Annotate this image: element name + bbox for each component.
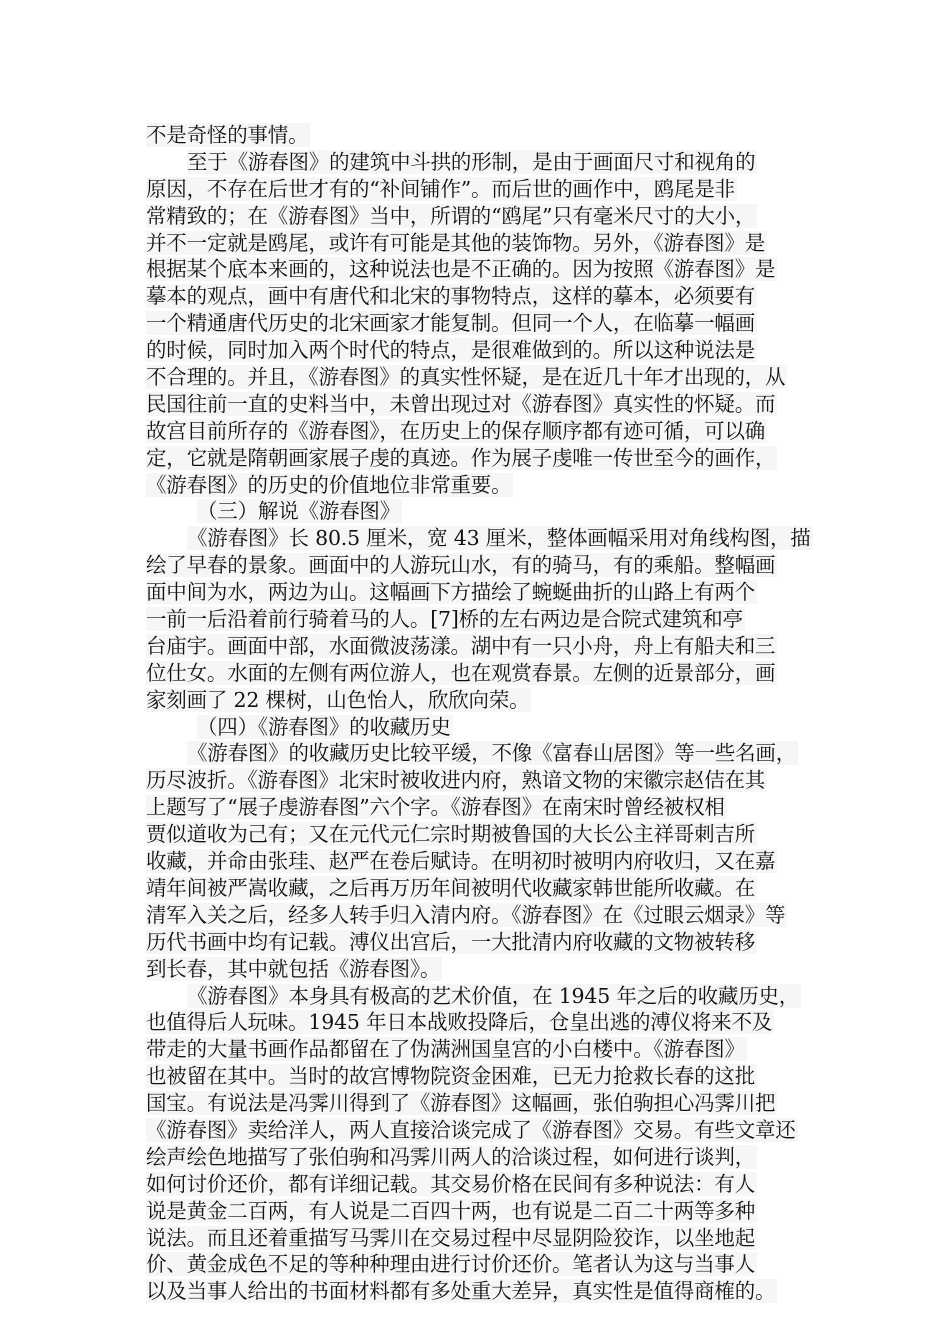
body-text <box>146 122 830 1305</box>
text-line <box>146 929 830 956</box>
text-line <box>146 391 830 418</box>
text-line-content: 位仕女。水面的左侧有两位游人，也在观赏春景。左侧的近景部分，画 <box>146 660 776 685</box>
text-line <box>146 230 830 257</box>
text-line-content: 的时候，同时加入两个时代的特点，是很难做到的。所以这种说法是 <box>146 338 755 363</box>
text-line <box>146 1251 830 1278</box>
text-line <box>146 902 830 929</box>
text-line-content: 常精致的；在《游春图》当中，所谓的“鸥尾”只有毫米尺寸的大小， <box>146 203 756 228</box>
text-line-content: 到长春，其中就包括《游春图》。 <box>146 956 441 981</box>
text-line-content: 也被留在其中。当时的故宫博物院资金困难，已无力抢救长春的这批 <box>146 1064 755 1089</box>
text-line <box>146 687 830 714</box>
text-line-content: 民国往前一直的史料当中，未曾出现过对《游春图》真实性的怀疑。而 <box>146 391 776 416</box>
text-line <box>146 1198 830 1225</box>
text-line-content: 《游春图》长 80.5 厘米，宽 43 厘米，整体画幅采用对角线构图，描 <box>187 526 811 551</box>
text-line-content: （三）解说《游春图》 <box>197 499 400 524</box>
text-line-content: 收藏，并命由张珪、赵严在卷后赋诗。在明初时被明内府收归，又在嘉 <box>146 849 776 874</box>
text-line-content: 带走的大量书画作品都留在了伪满洲国皇宫的小白楼中。《游春图》 <box>146 1037 745 1062</box>
text-line-content: 如何讨价还价，都有详细记载。其交易价格在民间有多种说法：有人 <box>146 1171 755 1196</box>
text-line-content: 《游春图》卖给洋人，两人直接洽谈完成了《游春图》交易。有些文章还 <box>146 1117 796 1142</box>
text-line-content: 台庙宇。画面中部，水面微波荡漾。湖中有一只小舟，舟上有船夫和三 <box>146 633 776 658</box>
text-line-content: 至于《游春图》的建筑中斗拱的形制，是由于画面尺寸和视角的 <box>187 149 756 174</box>
text-line <box>146 122 830 149</box>
text-line <box>146 552 830 579</box>
text-line <box>146 149 830 176</box>
text-line <box>146 956 830 983</box>
text-line-content: 清军入关之后，经多人转手归入清内府。《游春图》在《过眼云烟录》等 <box>146 902 786 927</box>
text-line <box>146 633 830 660</box>
text-line <box>146 498 830 525</box>
text-line <box>146 660 830 687</box>
text-line-content: 不是奇怪的事情。 <box>146 123 309 147</box>
text-line <box>146 606 830 633</box>
text-line <box>146 794 830 821</box>
text-line <box>146 364 830 391</box>
text-line-content: 绘声绘色地描写了张伯驹和冯霁川两人的洽谈过程，如何进行谈判， <box>146 1144 755 1169</box>
text-line-content: 上题写了“展子虔游春图”六个字。《游春图》在南宋时曾经被权相 <box>146 795 725 820</box>
text-line-content: 绘了早春的景象。画面中的人游玩山水，有的骑马，有的乘船。整幅画 <box>146 553 776 578</box>
text-line-content: 靖年间被严嵩收藏，之后再万历年间被明代收藏家韩世能所收藏。在 <box>146 875 755 900</box>
text-line <box>146 176 830 203</box>
text-line <box>146 848 830 875</box>
text-line <box>146 1009 830 1036</box>
text-line-content: 定，它就是隋朝画家展子虔的真迹。作为展子虔唯一传世至今的画作， <box>146 445 776 470</box>
text-line-content: 历尽波折。《游春图》北宋时被收进内府，熟谙文物的宋徽宗赵佶在其 <box>146 768 766 793</box>
text-line-content: （四）《游春图》的收藏历史 <box>197 714 451 739</box>
text-line-content: 贾似道收为己有；又在元代元仁宗时期被鲁国的大长公主祥哥刺吉所 <box>146 822 755 847</box>
text-line <box>146 1117 830 1144</box>
text-line <box>146 256 830 283</box>
text-line <box>146 1144 830 1171</box>
text-line <box>146 767 830 794</box>
text-line-content: 并不一定就是鸥尾，或许有可能是其他的装饰物。另外，《游春图》是 <box>146 230 766 255</box>
text-line <box>146 337 830 364</box>
text-line-content: 一前一后沿着前行骑着马的人。[7]桥的左右两边是合院式建筑和亭 <box>146 607 743 632</box>
text-line-content: 原因，不存在后世才有的“补间铺作”。而后世的画作中，鸥尾是非 <box>146 176 735 201</box>
text-line <box>146 283 830 310</box>
text-line <box>146 1171 830 1198</box>
text-line-content: 说法。而且还着重描写马霁川在交易过程中尽显阴险狡诈，以坐地起 <box>146 1225 755 1250</box>
text-line-content: 一个精通唐代历史的北宋画家才能复制。但同一个人，在临摹一幅画 <box>146 311 755 336</box>
text-line <box>146 875 830 902</box>
text-line <box>146 445 830 472</box>
text-line <box>146 418 830 445</box>
text-line-content: 《游春图》本身具有极高的艺术价值，在 1945 年之后的收藏历史， <box>187 983 800 1008</box>
text-line <box>146 1278 830 1305</box>
text-line <box>146 740 830 767</box>
text-line <box>146 472 830 499</box>
text-line-content: 《游春图》的历史的价值地位非常重要。 <box>146 472 512 497</box>
text-line-content: 故宫目前所存的《游春图》，在历史上的保存顺序都有迹可循，可以确 <box>146 418 766 443</box>
text-line <box>146 310 830 337</box>
text-line <box>146 983 830 1010</box>
text-line <box>146 1036 830 1063</box>
text-line <box>146 579 830 606</box>
text-line-content: 也值得后人玩味。1945 年日本战败投降后，仓皇出逃的溥仪将来不及 <box>146 1010 773 1035</box>
text-line <box>146 525 830 552</box>
text-line-content: 不合理的。并且，《游春图》的真实性怀疑，是在近几十年才出现的，从 <box>146 365 786 390</box>
text-line <box>146 203 830 230</box>
text-line <box>146 821 830 848</box>
text-line-content: 家刻画了 22 棵树，山色怡人，欣欣向荣。 <box>146 687 530 712</box>
text-line-content: 国宝。有说法是冯霁川得到了《游春图》这幅画，张伯驹担心冯霁川把 <box>146 1091 776 1116</box>
text-line-content: 说是黄金二百两，有人说是二百四十两，也有说是二百二十两等多种 <box>146 1198 755 1223</box>
text-line-content: 根据某个底本来画的，这种说法也是不正确的。因为按照《游春图》是 <box>146 257 776 282</box>
text-line-content: 《游春图》的收藏历史比较平缓，不像《富春山居图》等一些名画， <box>187 741 796 766</box>
text-line-content: 历代书画中均有记载。溥仪出宫后，一大批清内府收藏的文物被转移 <box>146 929 755 954</box>
text-line <box>146 1225 830 1252</box>
text-line-content: 以及当事人给出的书面材料都有多处重大差异，真实性是值得商榷的。 <box>146 1279 776 1304</box>
text-line-content: 价、黄金成色不足的等种种理由进行讨价还价。笔者认为这与当事人 <box>146 1252 755 1277</box>
text-line-content: 摹本的观点，画中有唐代和北宋的事物特点，这样的摹本，必须要有 <box>146 284 755 309</box>
text-line <box>146 714 830 741</box>
text-line <box>146 1063 830 1090</box>
text-line <box>146 1090 830 1117</box>
text-line-content: 面中间为水，两边为山。这幅画下方描绘了蜿蜒曲折的山路上有两个 <box>146 580 755 605</box>
